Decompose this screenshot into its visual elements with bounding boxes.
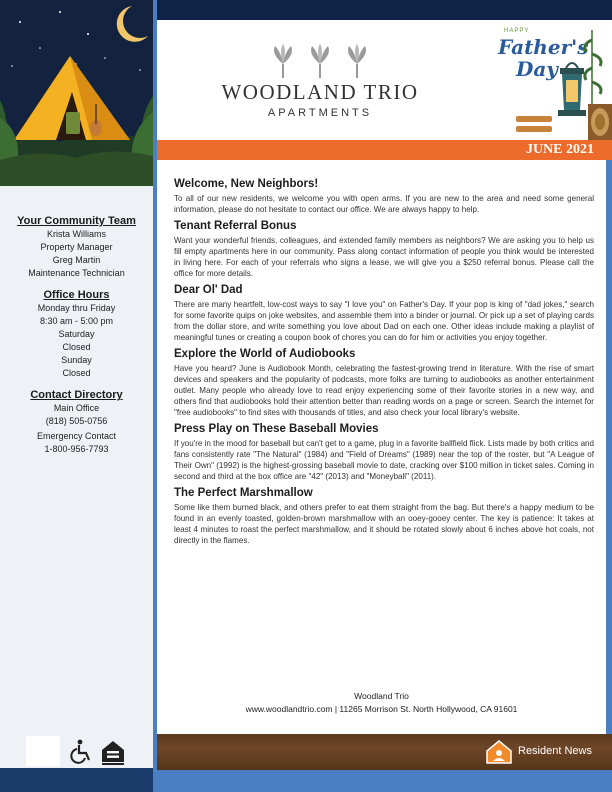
section-title: Welcome, New Neighbors! (174, 178, 319, 190)
section-title: Tenant Referral Bonus (174, 220, 297, 232)
section-body: To all of our new residents, we welcome you with open arms. If you are new to the area and need some general information, please do not hesitate to contact our office. We are always happy to help. (174, 194, 594, 214)
hours-line: Closed (62, 342, 91, 352)
wheelchair-accessible-icon (68, 738, 94, 764)
section-title: Explore the World of Audiobooks (174, 348, 356, 360)
footer-blue-band (157, 770, 612, 792)
brand-subtitle: APARTMENTS (267, 107, 373, 119)
contact-label: Main Office (53, 403, 100, 413)
fathers-day-happy: HAPPY (504, 28, 530, 34)
sidebar-logos (26, 736, 146, 766)
contact-label: Emergency Contact (36, 431, 117, 441)
fathers-day-line2: Day (516, 57, 558, 81)
section-title: Press Play on These Baseball Movies (174, 423, 379, 435)
resident-news-icon (484, 739, 514, 765)
contact-phone: 1-800-956-7793 (44, 444, 109, 454)
team-member-name: Krista Williams (46, 229, 106, 239)
footer-property-name: Woodland Trio (354, 691, 409, 701)
section-audiobooks (174, 348, 594, 418)
hours-line: 8:30 am - 5:00 pm (39, 316, 114, 326)
hours-line: Monday thru Friday (37, 303, 116, 313)
footer (157, 690, 606, 716)
brand-name: WOODLAND TRIO (221, 80, 419, 104)
section-body: Some like them burned black, and others prefer to eat them straight from the bag. But there's a happy medium to be found in an evenly toasted, golden-brown marshmallow with an ooey-gooey center. The key is patience: It takes at least 4 minutes to roast the perfect marshmallow, and it should be rotated slowly about 6 inches above hot coals, not directly in the flames. (174, 503, 594, 545)
fathers-day-line1: Father's (498, 35, 589, 59)
fathers-day-illustration (486, 20, 612, 140)
sidebar-bottom-band (0, 768, 153, 792)
section-title: The Perfect Marshmallow (174, 487, 313, 499)
contact-phone: (818) 505-0756 (45, 416, 108, 426)
section-body: There are many heartfelt, low-cost ways to say "I love you" on Father's Day. If your pop is king of "dad jokes," search for some favorite quips on joke websites, and assemble them into a binder or journal. Or pick up a set of playing cards from the dollar store, and write something you love about Dad on each one. Other ideas include making a playlist of meaningful tunes or creating a coupon book of chores you can do for him or activities you enjoy together. (174, 300, 594, 342)
three-leaf-icon (265, 44, 375, 78)
team-member-name: Greg Martin (52, 255, 101, 265)
issue-date: JUNE 2021 (525, 142, 594, 157)
office-hours-heading: Office Hours (43, 289, 110, 301)
newsletter-body (174, 176, 594, 551)
brand-logo (210, 44, 430, 124)
section-body: If you're in the mood for baseball but can't get to a game, plug in a favorite ballfield flick. Lists made by both critics and fans consistently rate "The Natural" (1984) and "Field of Dreams" (1989) near the top of the roster, but "A League of Their Own" (1992) is the highest-grossing baseball movie to date, cracking over $100 million in ticket sales. Coming in second and third at the box office are "42" (2013) and "Moneyball" (2011). (174, 439, 594, 481)
resident-news-label: Resident News (518, 745, 592, 757)
resident-news-badge (484, 740, 596, 764)
footer-wood-band (157, 734, 612, 770)
sidebar (0, 0, 153, 792)
issue-date-bar (157, 140, 612, 160)
team-member-role: Maintenance Technician (28, 268, 125, 278)
equal-housing-opportunity-icon (100, 738, 126, 766)
footer-contact: www.woodlandtrio.com | 11265 Morrison St. North Hollywood, CA 91601 (245, 704, 518, 714)
section-body: Want your wonderful friends, colleagues, and extended family members as neighbors? We are asking you to help us fill empty apartments here in our community. Pass along contact information of people you think would be interested in living here. For each of your referrals who signs a lease, we will give you a $250 referral bonus. Please call the office for more details. (174, 236, 594, 278)
hours-line: Closed (62, 368, 91, 378)
contact-directory-heading: Contact Directory (30, 389, 123, 401)
blank-logo-box (26, 736, 60, 766)
blue-divider-right (606, 160, 612, 792)
sidebar-info (0, 212, 153, 456)
section-body: Have you heard? June is Audiobook Month, celebrating the fastest-growing trend in literature. With the rise of smart devices and speakers and the popularity of podcasts, more folks are turning to audiobooks as another entertainment outlet. Many people who already love to read enjoy experiencing some of their favorite stories in a new way, and others find that audiobooks hold their attention better than reading words on a page or screen. Search the internet for "free audiobooks" to find sites with thousands of titles, and also check your local library's website. (174, 364, 594, 417)
section-welcome (174, 178, 594, 215)
section-title: Dear Ol' Dad (174, 284, 243, 296)
community-team-heading: Your Community Team (17, 215, 136, 227)
section-marshmallow (174, 487, 594, 546)
team-member-role: Property Manager (40, 242, 113, 252)
section-baseball (174, 423, 594, 482)
camping-tent-illustration (0, 0, 153, 186)
section-referral (174, 220, 594, 279)
hours-line: Sunday (61, 355, 92, 365)
hours-line: Saturday (58, 329, 95, 339)
section-dear-dad (174, 284, 594, 343)
header-top-band (157, 0, 612, 20)
